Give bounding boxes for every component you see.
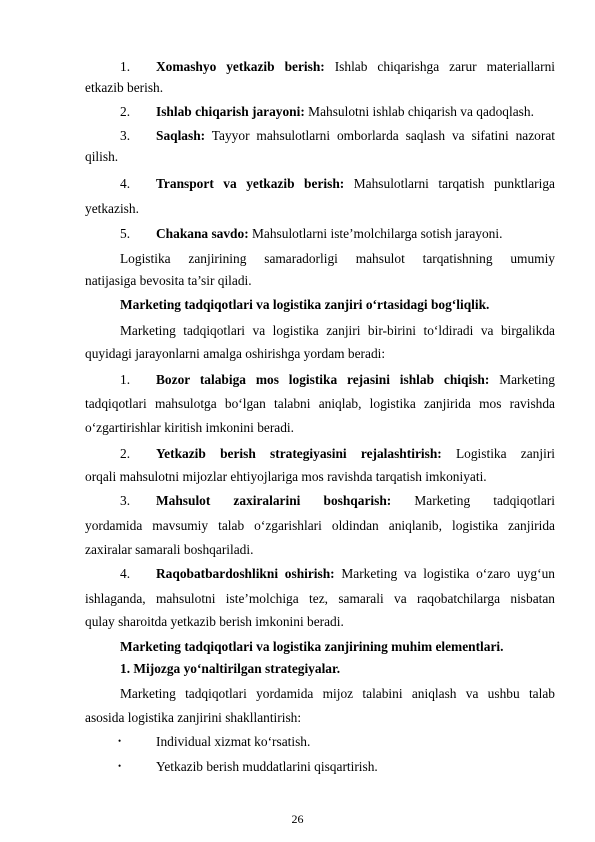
list-item bbox=[0, 56, 595, 77]
list-item-text bbox=[156, 56, 555, 77]
list-item-body: Marketing va logistika o‘zaro uyg‘un bbox=[334, 566, 555, 581]
list-item-body-cont: orqali mahsulotni mijozlar ehtiyojlariga mos ravishda tarqatish imkoniyati. bbox=[85, 469, 487, 484]
paragraph-line bbox=[0, 320, 595, 341]
bullet-icon: • bbox=[118, 736, 122, 746]
list-item-continuation bbox=[0, 466, 595, 487]
paragraph-text: Marketing tadqiqotlari yordamida mijoz talabini aniqlash va ushbu talab bbox=[120, 686, 555, 701]
list-item-title: Bozor talabiga mos logistika rejasini ishlab chiqish: bbox=[156, 372, 490, 387]
section-heading-text: Marketing tadqiqotlari va logistika zanjiri o‘rtasidagi bog‘liqlik. bbox=[120, 297, 490, 312]
list-item-title: Saqlash: bbox=[156, 128, 206, 143]
list-item bbox=[0, 443, 595, 464]
list-number: 1. bbox=[120, 372, 131, 387]
list-item-body: Ishlab chiqarishga zarur materiallarni bbox=[324, 59, 556, 74]
bullet-item bbox=[0, 731, 595, 752]
list-number: 5. bbox=[120, 226, 131, 241]
paragraph-text: Logistika zanjirining samaradorligi mahsulot tarqatishning umumiy bbox=[120, 251, 555, 266]
list-item-continuation bbox=[0, 77, 595, 98]
list-number: 2. bbox=[120, 446, 131, 461]
list-item-body: Tayyor mahsulotlarni omborlarda saqlash va sifatini nazorat bbox=[205, 128, 555, 143]
list-item-body-cont: yetkazish. bbox=[85, 201, 139, 216]
list-item-continuation bbox=[0, 515, 595, 536]
list-item-body-cont: etkazib berish. bbox=[85, 80, 164, 95]
list-item-body-cont: tadqiqotlari mahsulotga bo‘lgan talabni aniqlab, logistika zanjirida mos ravishda bbox=[85, 396, 555, 411]
list-item-body-cont: o‘zgartirishlar kiritish imkonini beradi. bbox=[85, 420, 294, 435]
bullet-icon: • bbox=[118, 761, 122, 771]
list-number: 4. bbox=[120, 566, 131, 581]
list-item-text bbox=[156, 173, 555, 194]
list-item-continuation bbox=[0, 611, 595, 632]
paragraph-line bbox=[0, 683, 595, 704]
list-item-title: Raqobatbardoshlikni oshirish: bbox=[156, 566, 335, 581]
list-item-body: Marketing bbox=[489, 372, 555, 387]
list-item bbox=[0, 369, 595, 390]
list-item-text bbox=[156, 490, 555, 511]
subsection-heading-text: 1. Mijozga yo‘naltirilgan strategiyalar. bbox=[120, 661, 341, 676]
list-number: 4. bbox=[120, 176, 131, 191]
paragraph-line bbox=[0, 248, 595, 269]
list-item-body: Marketing tadqiqotlari bbox=[391, 493, 555, 508]
list-number: 1. bbox=[120, 59, 131, 74]
list-item-body: Mahsulotlarni iste’molchilarga sotish jarayoni. bbox=[248, 226, 503, 241]
list-item-text bbox=[156, 125, 555, 146]
list-item-body-cont: yordamida mavsumiy talab o‘zgarishlari oldindan aniqlanib, logistika zanjirida bbox=[85, 518, 555, 533]
list-number: 3. bbox=[120, 128, 131, 143]
list-number: 2. bbox=[120, 104, 131, 119]
list-item-continuation bbox=[0, 417, 595, 438]
list-item-title: Chakana savdo: bbox=[156, 226, 249, 241]
list-item-text bbox=[156, 443, 555, 464]
section-heading bbox=[0, 636, 595, 657]
bullet-text: Individual xizmat ko‘rsatish. bbox=[156, 734, 311, 749]
section-heading-text: Marketing tadqiqotlari va logistika zanjirining muhim elementlari. bbox=[120, 639, 504, 654]
list-item-text bbox=[156, 101, 555, 122]
list-item-title: Ishlab chiqarish jarayoni: bbox=[156, 104, 305, 119]
list-item bbox=[0, 490, 595, 511]
list-item-text bbox=[156, 223, 555, 244]
list-item-body-cont: ishlaganda, mahsulotni iste’molchiga tez, samarali va raqobatchilarga nisbatan bbox=[85, 591, 555, 606]
list-item-body: Mahsulotni ishlab chiqarish va qadoqlash. bbox=[304, 104, 534, 119]
list-item-title: Yetkazib berish strategiyasini rejalashtirish: bbox=[156, 446, 442, 461]
list-item bbox=[0, 223, 595, 244]
page-number: 26 bbox=[291, 812, 304, 826]
paragraph-text: natijasiga bevosita ta’sir qiladi. bbox=[85, 273, 252, 288]
paragraph-text: asosida logistika zanjirini shakllantirish: bbox=[85, 710, 302, 725]
list-item-body: Mahsulotlarni tarqatish punktlariga bbox=[344, 176, 555, 191]
paragraph-text: quyidagi jarayonlarni amalga oshirishga yordam beradi: bbox=[85, 346, 386, 361]
paragraph-line bbox=[0, 707, 595, 728]
list-item-text bbox=[156, 369, 555, 390]
list-item-continuation bbox=[0, 539, 595, 560]
list-item bbox=[0, 173, 595, 194]
list-item-continuation bbox=[0, 588, 595, 609]
list-item bbox=[0, 101, 595, 122]
paragraph-text: Marketing tadqiqotlari va logistika zanjiri bir-birini to‘ldiradi va birgalikda bbox=[120, 323, 555, 338]
bullet-text: Yetkazib berish muddatlarini qisqartirish. bbox=[156, 759, 378, 774]
list-item-continuation bbox=[0, 146, 595, 167]
list-item bbox=[0, 125, 595, 146]
paragraph-line bbox=[0, 270, 595, 291]
list-number: 3. bbox=[120, 493, 131, 508]
list-item-title: Transport va yetkazib berish: bbox=[156, 176, 345, 191]
list-item-body: Logistika zanjiri bbox=[441, 446, 555, 461]
list-item-body-cont: zaxiralar samarali boshqariladi. bbox=[85, 542, 254, 557]
list-item-text bbox=[156, 563, 555, 584]
list-item bbox=[0, 563, 595, 584]
list-item-continuation bbox=[0, 393, 595, 414]
list-item-title: Mahsulot zaxiralarini boshqarish: bbox=[156, 493, 392, 508]
list-item-continuation bbox=[0, 198, 595, 219]
list-item-body-cont: qilish. bbox=[85, 149, 119, 164]
section-heading bbox=[0, 294, 595, 315]
paragraph-line bbox=[0, 343, 595, 364]
list-item-body-cont: qulay sharoitda yetkazib berish imkonini beradi. bbox=[85, 614, 344, 629]
bullet-item bbox=[0, 756, 595, 777]
subsection-heading bbox=[0, 658, 595, 679]
list-item-title: Xomashyo yetkazib berish: bbox=[156, 59, 325, 74]
